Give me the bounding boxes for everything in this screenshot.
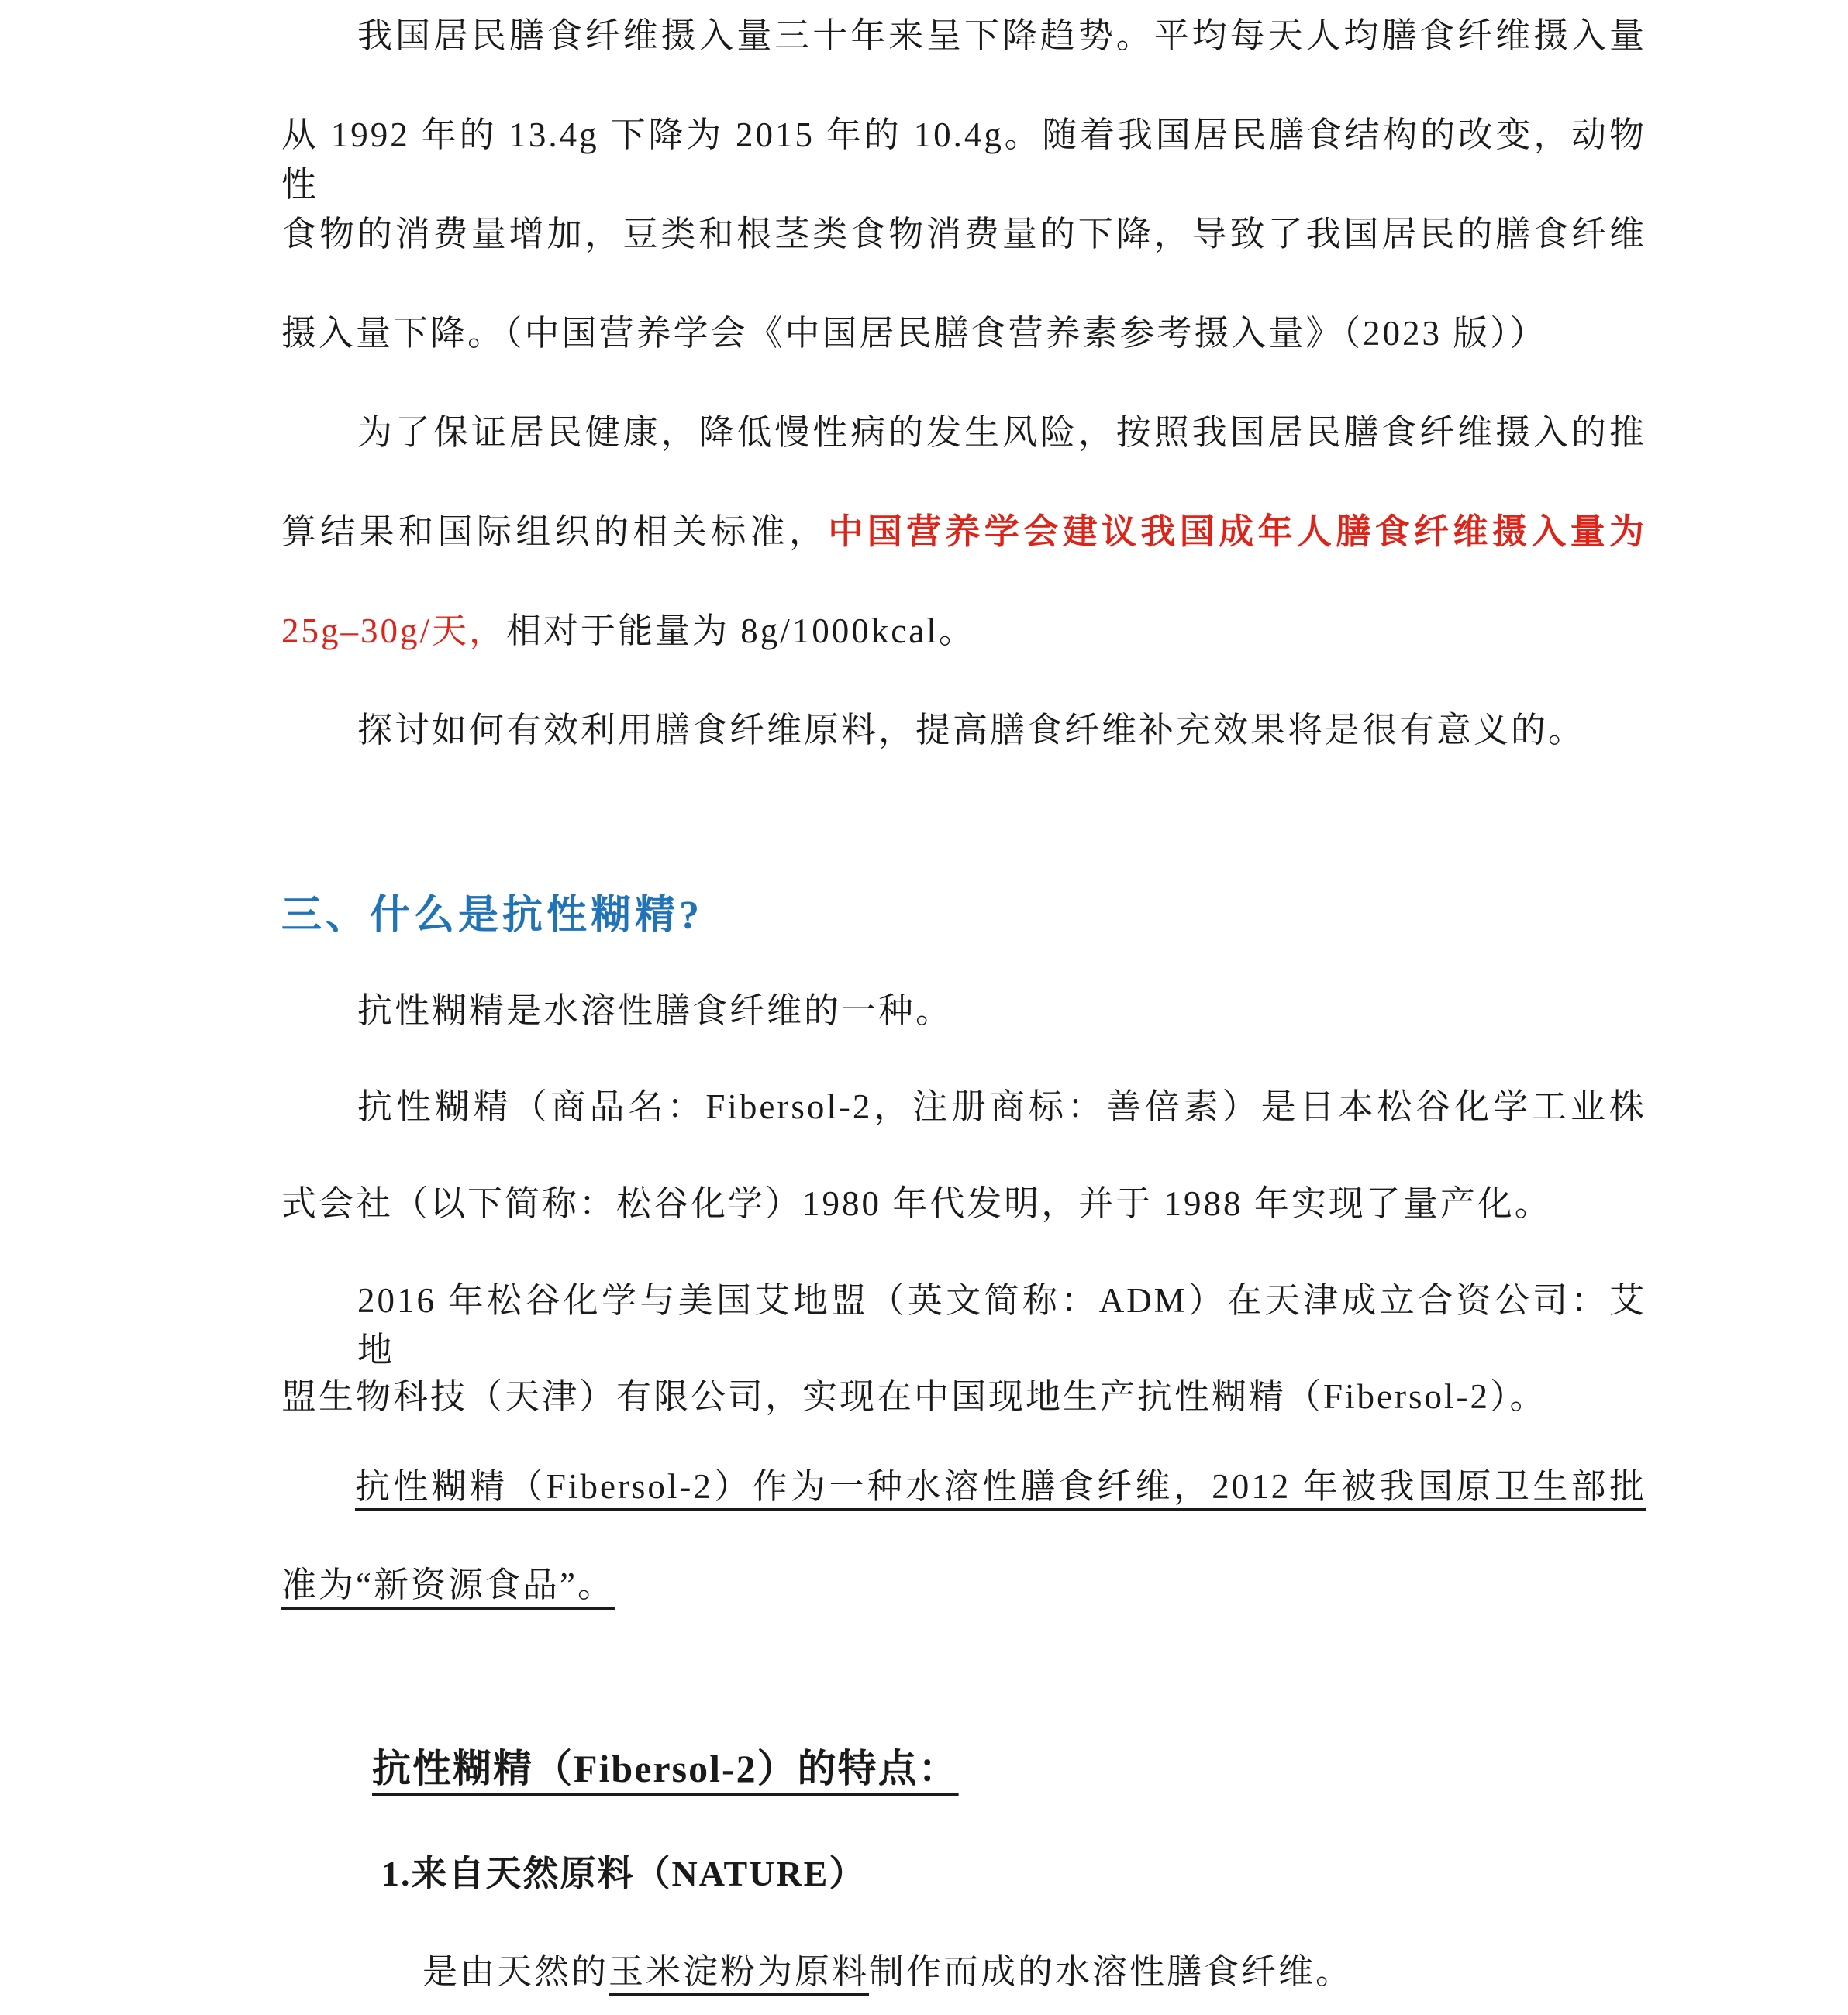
- paragraph1-line1: 我国居民膳食纤维摄入量三十年来呈下降趋势。平均每天人均膳食纤维摄入量: [357, 16, 1646, 55]
- paragraph4-line1: 抗性糊精是水溶性膳食纤维的一种。: [357, 991, 953, 1030]
- fiber-amount-highlight: 25g–30g/天，: [281, 611, 507, 650]
- feature1-body-post: 制作而成的水溶性膳食纤维。: [869, 1952, 1353, 1991]
- feature1-body: [422, 1947, 1353, 1996]
- paragraph7-line1-underlined: 抗性糊精（Fibersol-2）作为一种水溶性膳食纤维，2012 年被我国原卫生部批: [355, 1467, 1646, 1506]
- paragraph1-line2: 从 1992 年的 13.4g 下降为 2015 年的 10.4g。随着我国居民膳食结构的改变，动物性: [281, 115, 1646, 204]
- corn-starch-underlined: 玉米淀粉为原料: [609, 1952, 870, 1991]
- feature1-title: 1.来自天然原料（NATURE）: [381, 1854, 867, 1893]
- paragraph6-line1: 2016 年松谷化学与美国艾地盟（英文简称：ADM）在天津成立合资公司：艾地: [357, 1281, 1646, 1369]
- features-heading: 抗性糊精（Fibersol-2）的特点：: [372, 1747, 959, 1790]
- fiber-recommendation-highlight: 中国营养学会建议我国成年人膳食纤维摄入量为: [828, 512, 1646, 551]
- feature1-body-pre: 是由天然的: [422, 1952, 609, 1991]
- paragraph7-line2-underlined: 准为“新资源食品”。: [281, 1566, 615, 1604]
- paragraph5-line1: 抗性糊精（商品名：Fibersol-2，注册商标：善倍素）是日本松谷化学工业株: [357, 1087, 1646, 1126]
- paragraph3-line1: 探讨如何有效利用膳食纤维原料，提高膳食纤维补充效果将是很有意义的。: [357, 711, 1586, 749]
- paragraph2-line2: [281, 507, 1646, 556]
- paragraph2-line3-text: 相对于能量为 8g/1000kcal。: [506, 611, 976, 650]
- paragraph6-line2: 盟生物科技（天津）有限公司，实现在中国现地生产抗性糊精（Fibersol-2）。: [281, 1377, 1547, 1416]
- paragraph2-line2-text: 算结果和国际组织的相关标准，: [281, 512, 829, 551]
- section3-heading: 三、什么是抗性糊精?: [281, 894, 704, 938]
- paragraph5-line2: 式会社（以下简称：松谷化学）1980 年代发明，并于 1988 年实现了量产化。: [281, 1184, 1552, 1223]
- paragraph2-line1: 为了保证居民健康，降低慢性病的发生风险，按照我国居民膳食纤维摄入的推: [357, 413, 1646, 452]
- paragraph1-line4: 摄入量下降。（中国营养学会《中国居民膳食营养素参考摄入量》（2023 版））: [281, 314, 1547, 353]
- paragraph1-line3: 食物的消费量增加，豆类和根茎类食物消费量的下降，导致了我国居民的膳食纤维: [281, 215, 1646, 253]
- paragraph2-line3: [281, 606, 976, 656]
